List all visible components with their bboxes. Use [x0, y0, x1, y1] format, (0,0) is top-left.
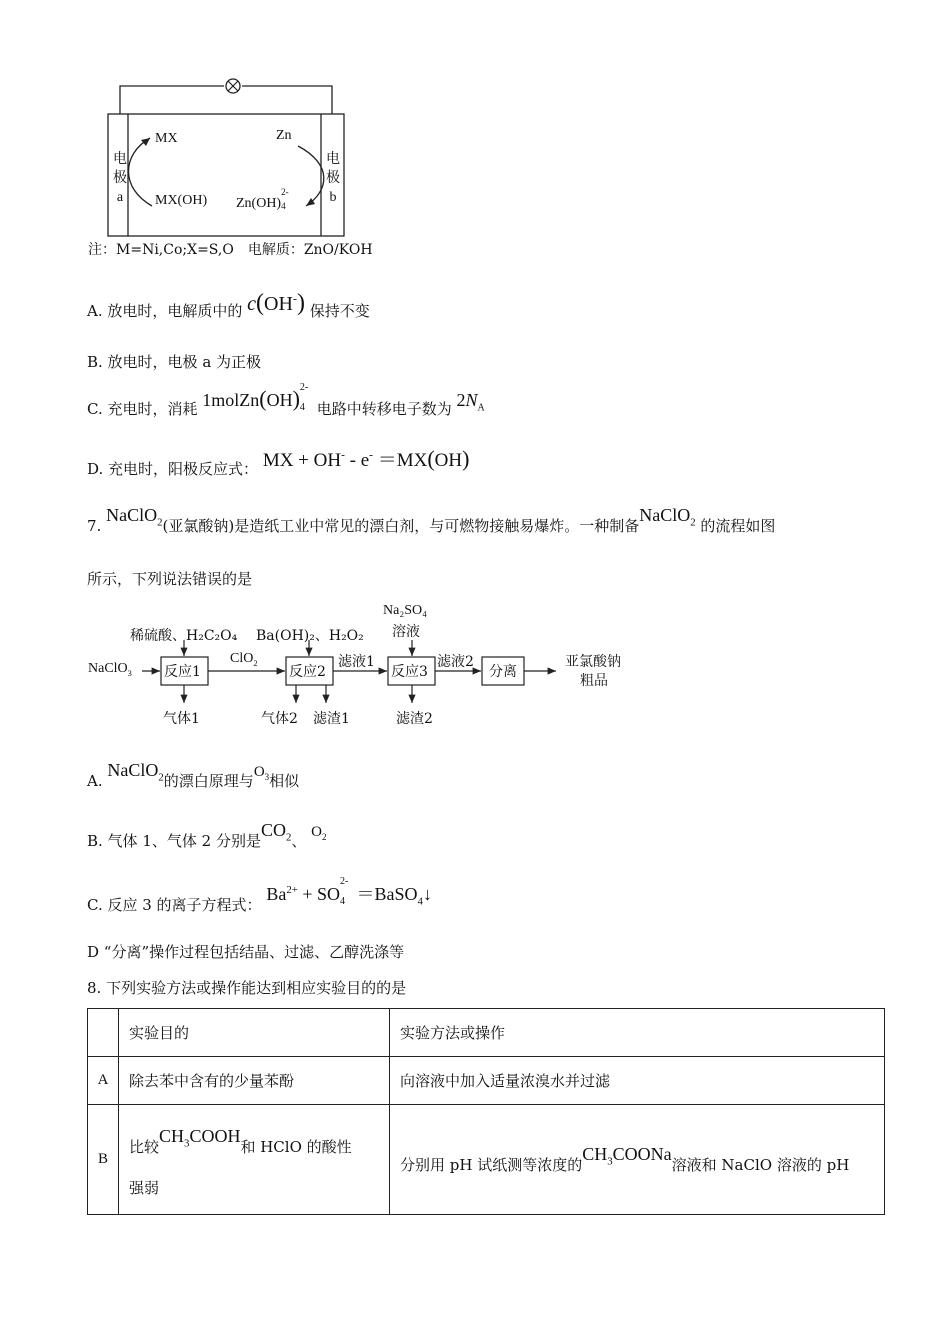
lamp-icon — [226, 79, 240, 93]
row-label: B — [88, 1105, 119, 1215]
q6-option-c: C. 充电时，消耗 1molZn(OH) 2- 4 电路中转移电子数为 $2N_A$ — [87, 382, 485, 418]
co2-formula: $CO_2$ — [260, 820, 292, 844]
flow-out-residue-2: 滤渣2 — [396, 711, 433, 727]
row-label: A — [88, 1057, 119, 1105]
flow-link-filtrate-1: 滤液1 — [338, 654, 375, 670]
anode-equation: MX + OH- - e- ＝MX(OH) — [262, 446, 470, 471]
flow-link-filtrate-2: 滤液2 — [437, 654, 474, 670]
q6-option-d: D. 充电时，阳极反应式： MX + OH- - e- ＝MX(OH) — [87, 446, 470, 478]
table-header-cell — [88, 1009, 119, 1057]
electrode-a-label: 电 极 a — [113, 151, 127, 205]
mx-label: MX — [155, 131, 178, 146]
flow-product-bottom: 粗品 — [580, 673, 608, 689]
q7-option-b: B. 气体 1、气体 2 分别是$CO_2$、 $O_2$ — [87, 820, 327, 850]
electrode-b-label: 电 极 b — [326, 151, 340, 205]
flow-product-top: 亚氯酸钠 — [565, 654, 621, 670]
flow-reagent-2: Ba(OH)₂、H₂O₂ — [256, 628, 364, 644]
table-row — [88, 1105, 885, 1215]
flow-reagent-3-top: Na₂SO₄ — [383, 603, 427, 618]
diagram-note: 注：M=Ni,Co;X=S,O 电解质：ZnO/KOH — [88, 242, 373, 258]
table-header-row — [88, 1009, 885, 1057]
acetic-acid-formula: $CH_3COOH$ — [159, 1125, 241, 1150]
flow-reagent-3-bottom: 溶液 — [392, 624, 420, 640]
flow-out-gas-1: 气体1 — [163, 711, 200, 727]
table-row — [88, 1057, 885, 1105]
row-method: 分别用 pH 试纸测等浓度的$CH_3COONa$溶液和 NaClO 溶液的 pH — [390, 1105, 885, 1215]
q6-option-a: A. 放电时，电解质中的 c(OH-) 保持不变 — [87, 290, 370, 320]
row-goal: 比较$CH_3COOH$和 HClO 的酸性 强弱 — [119, 1105, 390, 1215]
row-goal: 除去苯中含有的少量苯酚 — [119, 1057, 390, 1105]
zincate-label: Zn(OH) 2- 4 — [236, 187, 289, 211]
q7-option-a: A. NaClO$_2$的漂白原理与$O_3$相似 — [87, 760, 300, 790]
ionic-equation: $Ba^{2+}$ + SO 2- 4 ＝BaSO$_4$↓ — [266, 876, 432, 908]
table-header-cell: 实验目的 — [119, 1009, 390, 1057]
electron-number-formula: $2N_A$ — [456, 390, 485, 414]
flow-out-gas-2: 气体2 — [261, 711, 298, 727]
zincate-formula: 1molZn(OH) 2- 4 — [202, 382, 309, 413]
naclo2-formula: NaClO$_2$ — [106, 505, 163, 529]
q6-option-b: B. 放电时，电极 a 为正极 — [87, 353, 262, 371]
flow-box-separation: 分离 — [489, 664, 517, 680]
naclo2-formula-2: NaClO$_2$ — [639, 505, 696, 529]
flow-input: NaClO$_3$ — [88, 661, 132, 678]
flow-box-reaction-2: 反应2 — [289, 664, 326, 680]
row-method: 向溶液中加入适量浓溴水并过滤 — [390, 1057, 885, 1105]
naclo2-option-formula: NaClO$_2$ — [107, 760, 164, 784]
flow-box-reaction-3: 反应3 — [391, 664, 428, 680]
ozone-formula: $O_3$ — [253, 764, 270, 782]
q8-stem: 8. 下列实验方法或操作能达到相应实验目的的是 — [87, 979, 407, 997]
zn-label: Zn — [276, 128, 292, 143]
o2-formula: $O_2$ — [311, 824, 327, 842]
oh-concentration-formula: c(OH-) — [247, 290, 305, 316]
q8-table — [87, 1008, 885, 1215]
flow-reagent-1: 稀硫酸、H₂C₂O₄ — [130, 628, 238, 644]
q7-option-d: D “分离”操作过程包括结晶、过滤、乙醇洗涤等 — [87, 943, 405, 961]
flow-box-reaction-1: 反应1 — [164, 664, 201, 680]
table-header-cell: 实验方法或操作 — [390, 1009, 885, 1057]
q7-option-c: C. 反应 3 的离子方程式： $Ba^{2+}$ + SO 2- 4 ＝BaSO$_4$↓ — [87, 876, 432, 914]
flow-link-clo2: ClO$_2$ — [230, 651, 258, 668]
sodium-acetate-formula: $CH_3COONa$ — [582, 1144, 672, 1168]
flow-out-residue-1: 滤渣1 — [313, 711, 350, 727]
mx-oh-label: MX(OH) — [155, 193, 208, 208]
q7-stem-line1: 7. NaClO$_2$(亚氯酸钠)是造纸工业中常见的漂白剂，与可燃物接触易爆炸。一种制备NaClO$_2$ 的流程如图 — [87, 505, 776, 535]
q7-stem-line2: 所示，下列说法错误的是 — [87, 570, 253, 588]
